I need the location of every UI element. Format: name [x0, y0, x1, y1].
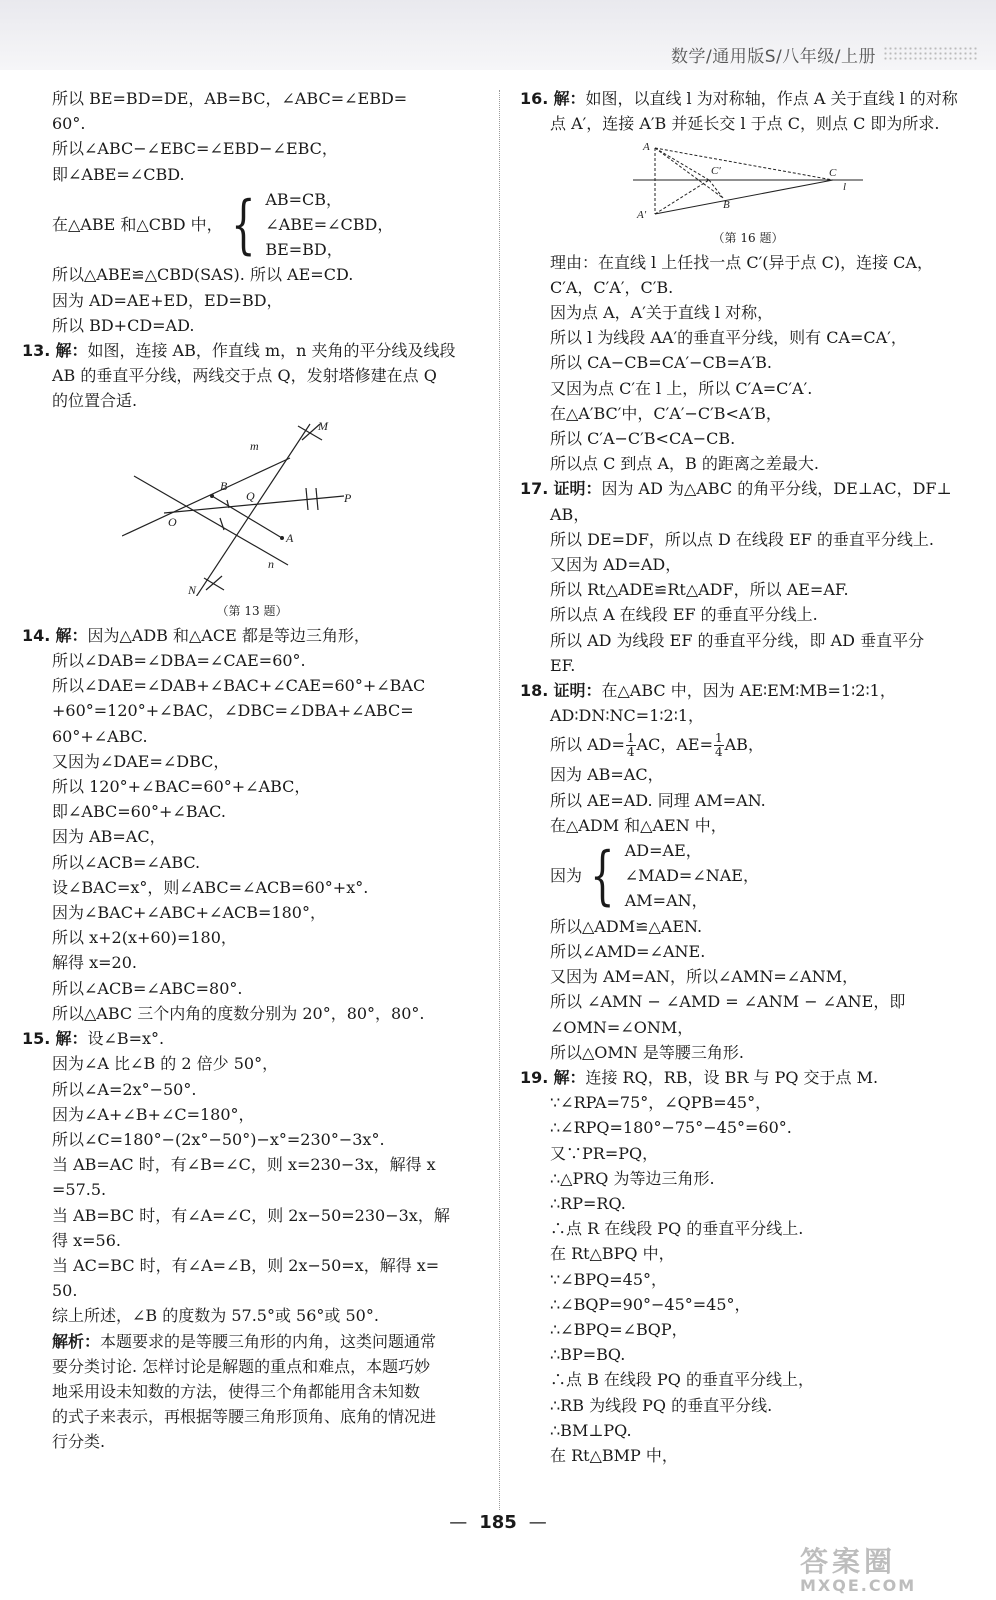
analysis-line [22, 1329, 482, 1354]
text-line: 所以△ABE≌△CBD(SAS). 所以 AE=CD. [52, 265, 354, 285]
question-number: 17. [520, 479, 549, 499]
system-item: ∠ABE=∠CBD， [265, 215, 394, 235]
solution-label: 解： [55, 1029, 88, 1049]
fig13-label: M [318, 418, 328, 433]
text-line: ∴RB 为线段 PQ 的垂直平分线. [550, 1395, 773, 1415]
text-line: AB， [550, 504, 590, 524]
text-line: 所以∠C=180°−(2x°−50°)−x°=230°−3x°. [52, 1129, 385, 1149]
text-line: ∴点 R 在线段 PQ 的垂直平分线上. [550, 1219, 804, 1239]
text-line: ∴∠BPQ=∠BQP， [550, 1319, 688, 1339]
system-item: AB=CB， [265, 189, 343, 209]
text-line: 所以点 A 在线段 EF 的垂直平分线上. [550, 605, 818, 625]
text-line: 所以∠A=2x°−50°. [52, 1079, 197, 1099]
watermark-logo [800, 1540, 980, 1596]
text-line: 综上所述，∠B 的度数为 57.5°或 56°或 50°. [52, 1306, 379, 1326]
watermark-text: 答案圈 [800, 1545, 897, 1578]
question-18-line [520, 678, 976, 703]
figure-13-diagram [122, 418, 382, 596]
text-line: ∴点 B 在线段 PQ 的垂直平分线上， [550, 1370, 814, 1390]
text-line: 60°+∠ABC. [52, 726, 148, 746]
text-line: 所以 AE=AD. 同理 AM=AN. [550, 790, 766, 810]
text-line: 所以 120°+∠BAC=60°+∠ABC， [52, 777, 311, 797]
solution-label: 解： [55, 341, 88, 361]
text-line: 当 AC=BC 时，有∠A=∠B，则 2x−50=x，解得 x= [52, 1255, 440, 1275]
text-line: 行分类. [52, 1432, 106, 1452]
text-line: 因为∠A 比∠B 的 2 倍少 50°， [52, 1054, 279, 1074]
text-line: 所以点 C 到点 A，B 的距离之差最大. [550, 454, 819, 474]
line-n [134, 476, 288, 565]
question-15-line [22, 1026, 482, 1051]
brace-glyph: { [230, 187, 256, 262]
text-span: 在△ABC 中，因为 AE∶EM∶MB=1∶2∶1， [601, 681, 896, 701]
brace-glyph: { [590, 838, 615, 913]
text-line: ∴BM⊥PQ. [550, 1420, 632, 1440]
question-16-line [520, 86, 976, 111]
text-line: 所以∠DAE=∠DAB+∠BAC+∠CAE=60°+∠BAC [52, 676, 426, 696]
text-line: 50. [52, 1281, 78, 1301]
fraction-denominator: 4 [626, 745, 635, 760]
column-divider [499, 90, 500, 1510]
fraction-numerator: 1 [626, 731, 635, 746]
text-line: 在 Rt△BPQ 中， [550, 1244, 675, 1264]
fig13-label: B [220, 478, 228, 493]
text-line: 因为∠A+∠B+∠C=180°， [52, 1104, 255, 1124]
header-title: 数学/通用版S/八年级/上册 [671, 47, 876, 67]
system-intro: 在△ABE 和△CBD 中， [52, 215, 223, 235]
text-line: 60°. [52, 114, 86, 134]
text-line: 所以 Rt△ADE≌Rt△ADF，所以 AE=AF. [550, 580, 849, 600]
text-line: 所以∠AMD=∠ANE. [550, 941, 706, 961]
text-line: 所以∠DAB=∠DBA=∠CAE=60°. [52, 651, 306, 671]
text-line: ∵∠BPQ=45°， [550, 1269, 667, 1289]
system-items [625, 838, 759, 914]
text-line: 所以△ADM≌△AEN. [550, 916, 703, 936]
text-line: ∴BP=BQ. [550, 1345, 626, 1365]
text-line: 所以 DE=DF，所以点 D 在线段 EF 的垂直平分线上. [550, 529, 934, 549]
fig16-label: C [829, 167, 837, 180]
text-span: 因为 AD 为△ABC 的角平分线，DE⊥AC，DF⊥ [601, 479, 952, 499]
question-17-line [520, 476, 976, 501]
text-line: +60°=120°+∠BAC，∠DBC=∠DBA+∠ABC= [52, 701, 414, 721]
system-item: ∠MAD=∠NAE， [624, 866, 759, 886]
proof-label: 证明： [553, 681, 602, 701]
text-span: 所以 AD= [550, 735, 625, 755]
fig16-label: A [643, 141, 650, 154]
system-item: AD=AE， [624, 841, 702, 861]
text-line: 当 AB=AC 时，有∠B=∠C，则 x=230−3x，解得 x [52, 1155, 436, 1175]
right-column [520, 86, 976, 1468]
text-line: 所以 ∠AMN − ∠AMD = ∠ANM − ∠ANE，即 [550, 992, 906, 1012]
watermark-url: MXQE.COM [800, 1576, 917, 1595]
page-number-value: 185 [479, 1512, 517, 1533]
text-line: 所以 BE=BD=DE，AB=BC，∠ABC=∠EBD= [52, 89, 408, 108]
figure-13 [22, 418, 482, 619]
equation-system [520, 838, 976, 914]
fig13-label: m [250, 438, 259, 453]
text-line: 当 AB=BC 时，有∠A=∠C，则 2x−50=230−3x，解 [52, 1205, 450, 1225]
text-line: ∴△PRQ 为等边三角形. [550, 1168, 715, 1188]
text-span: AC，AE= [636, 735, 713, 755]
text-line: AD∶DN∶NC=1∶2∶1， [550, 706, 705, 726]
text-span: 连接 RQ，RB，设 BR 与 PQ 交于点 M. [585, 1067, 879, 1087]
text-line: 所以∠ACB=∠ABC=80°. [52, 978, 243, 998]
text-line: 所以 BD+CD=AD. [52, 315, 195, 335]
fig13-label: Q [246, 488, 255, 503]
text-line: 因为 AD=AE+ED，ED=BD， [52, 290, 283, 310]
figure-caption: （第 13 题） [216, 603, 288, 618]
text-line: 又因为∠DAE=∠DBC， [52, 751, 230, 771]
text-line: ∠OMN=∠ONM， [550, 1017, 694, 1037]
text-line: 在△ADM 和△AEN 中， [550, 815, 727, 835]
text-line: 点 A′，连接 A′B 并延长交 l 于点 C，则点 C 即为所求. [550, 114, 940, 134]
text-line: 得 x=56. [52, 1230, 121, 1250]
fraction-denominator: 4 [714, 745, 723, 760]
header-dots-decoration [883, 46, 978, 60]
text-line: 即∠ABE=∠CBD. [52, 164, 185, 184]
question-number: 18. [520, 681, 549, 701]
text-line: =57.5. [52, 1180, 107, 1200]
proof-label: 证明： [553, 479, 602, 499]
figure-16-diagram [633, 140, 863, 222]
text-line: 所以 x+2(x+60)=180， [52, 928, 237, 948]
text-line: 所以∠ACB=∠ABC. [52, 852, 201, 872]
question-number: 14. [22, 625, 51, 645]
system-item: BE=BD， [265, 240, 343, 260]
text-line: 理由：在直线 l 上任找一点 C′(异于点 C)，连接 CA， [550, 252, 933, 272]
text-line: 的位置合适. [52, 391, 138, 411]
fig13-label: P [344, 490, 352, 505]
question-14-line [22, 623, 482, 648]
text-span: 如图，以直线 l 为对称轴，作点 A 关于直线 l 的对称 [585, 89, 958, 108]
text-line: 又因为 AD=AD， [550, 555, 682, 575]
text-line: ∴RP=RQ. [550, 1193, 626, 1213]
text-line: 解得 x=20. [52, 953, 137, 973]
system-intro: 因为 [550, 866, 583, 886]
fig13-label: N [188, 582, 197, 596]
fraction [714, 732, 724, 759]
text-line: ∵∠RPA=75°，∠QPB=45°， [550, 1093, 772, 1113]
text-line: 因为点 A，A′关于直线 l 对称， [550, 303, 774, 323]
fraction-line [520, 728, 976, 762]
text-line: 的式子来表示，再根据等腰三角形顶角、底角的情况进 [52, 1407, 437, 1427]
analysis-label: 解析： [52, 1331, 101, 1351]
left-column [22, 86, 482, 1455]
page-dash: — [449, 1512, 468, 1533]
text-line: 所以 CA−CB=CA′−CB=A′B. [550, 353, 772, 373]
question-19-line [520, 1065, 976, 1090]
text-line: 又因为点 C′在 l 上，所以 C′A=C′A′. [550, 378, 813, 398]
text-line: ∴∠BQP=90°−45°=45°， [550, 1294, 751, 1314]
page-number [0, 1512, 996, 1533]
question-number: 15. [22, 1029, 51, 1049]
fraction-numerator: 1 [714, 731, 723, 746]
fig13-label: A [286, 530, 294, 545]
figure-16 [520, 140, 976, 245]
solution-label: 解： [55, 625, 88, 645]
system-item: AM=AN， [624, 891, 708, 911]
fig13-label: O [168, 514, 177, 529]
page-dash: — [528, 1512, 547, 1533]
text-line: 在△A′BC′中，C′A′−C′B<A′B， [550, 403, 782, 423]
question-number: 16. [520, 89, 549, 108]
text-line: EF. [550, 655, 576, 675]
system-items [265, 187, 393, 263]
text-line: 所以 AD 为线段 EF 的垂直平分线，即 AD 垂直平分 [550, 630, 925, 650]
text-line: C′A，C′A′，C′B. [550, 277, 674, 297]
text-span: 设∠B=x°. [87, 1029, 165, 1049]
line-m [122, 458, 290, 536]
fraction [626, 732, 636, 759]
fig13-label: n [268, 556, 274, 571]
text-line: 因为 AB=AC， [52, 827, 166, 847]
text-line: 要分类讨论. 怎样讨论是解题的重点和难点，本题巧妙 [52, 1356, 431, 1376]
fig16-label: B [723, 199, 730, 212]
text-line: 所以 C′A−C′B<CA−CB. [550, 429, 736, 449]
question-13-line [22, 338, 482, 363]
text-line: 即∠ABC=60°+∠BAC. [52, 802, 226, 822]
text-line: 又因为 AM=AN，所以∠AMN=∠ANM， [550, 967, 859, 987]
equation-system [22, 187, 482, 263]
question-number: 19. [520, 1067, 549, 1087]
text-line: 所以△ABC 三个内角的度数分别为 20°，80°，80°. [52, 1003, 425, 1023]
text-line: 地采用设未知数的方法，使得三个角都能用含未知数 [52, 1381, 421, 1401]
text-line: 设∠BAC=x°，则∠ABC=∠ACB=60°+x°. [52, 877, 369, 897]
text-span: 本题要求的是等腰三角形的内角，这类问题通常 [100, 1331, 437, 1351]
text-line: AB 的垂直平分线，两线交于点 Q，发射塔修建在点 Q [52, 366, 437, 386]
text-line: ∴∠RPQ=180°−75°−45°=60°. [550, 1118, 792, 1138]
text-span: 因为△ADB 和△ACE 都是等边三角形， [87, 625, 370, 645]
figure-caption: （第 16 题） [712, 230, 784, 245]
fig16-label: l [843, 181, 847, 194]
solution-label: 解： [553, 1067, 586, 1087]
text-line: 所以 l 为线段 AA′的垂直平分线，则有 CA=CA′， [550, 328, 907, 348]
fig16-label: A′ [637, 209, 647, 222]
question-number: 13. [22, 341, 51, 361]
text-line: 因为 AB=AC， [550, 765, 664, 785]
text-line: 因为∠BAC+∠ABC+∠ACB=180°， [52, 903, 326, 923]
text-line: 所以∠ABC−∠EBC=∠EBD−∠EBC， [52, 139, 338, 159]
text-line: 又∵PR=PQ， [550, 1143, 659, 1163]
text-line: 在 Rt△BMP 中， [550, 1445, 678, 1465]
fig16-label: C′ [711, 165, 721, 178]
text-line: 所以△OMN 是等腰三角形. [550, 1042, 744, 1062]
text-span: 如图，连接 AB，作直线 m，n 夹角的平分线及线段 [87, 341, 456, 361]
text-span: AB， [724, 735, 764, 755]
solution-label: 解： [553, 89, 586, 108]
